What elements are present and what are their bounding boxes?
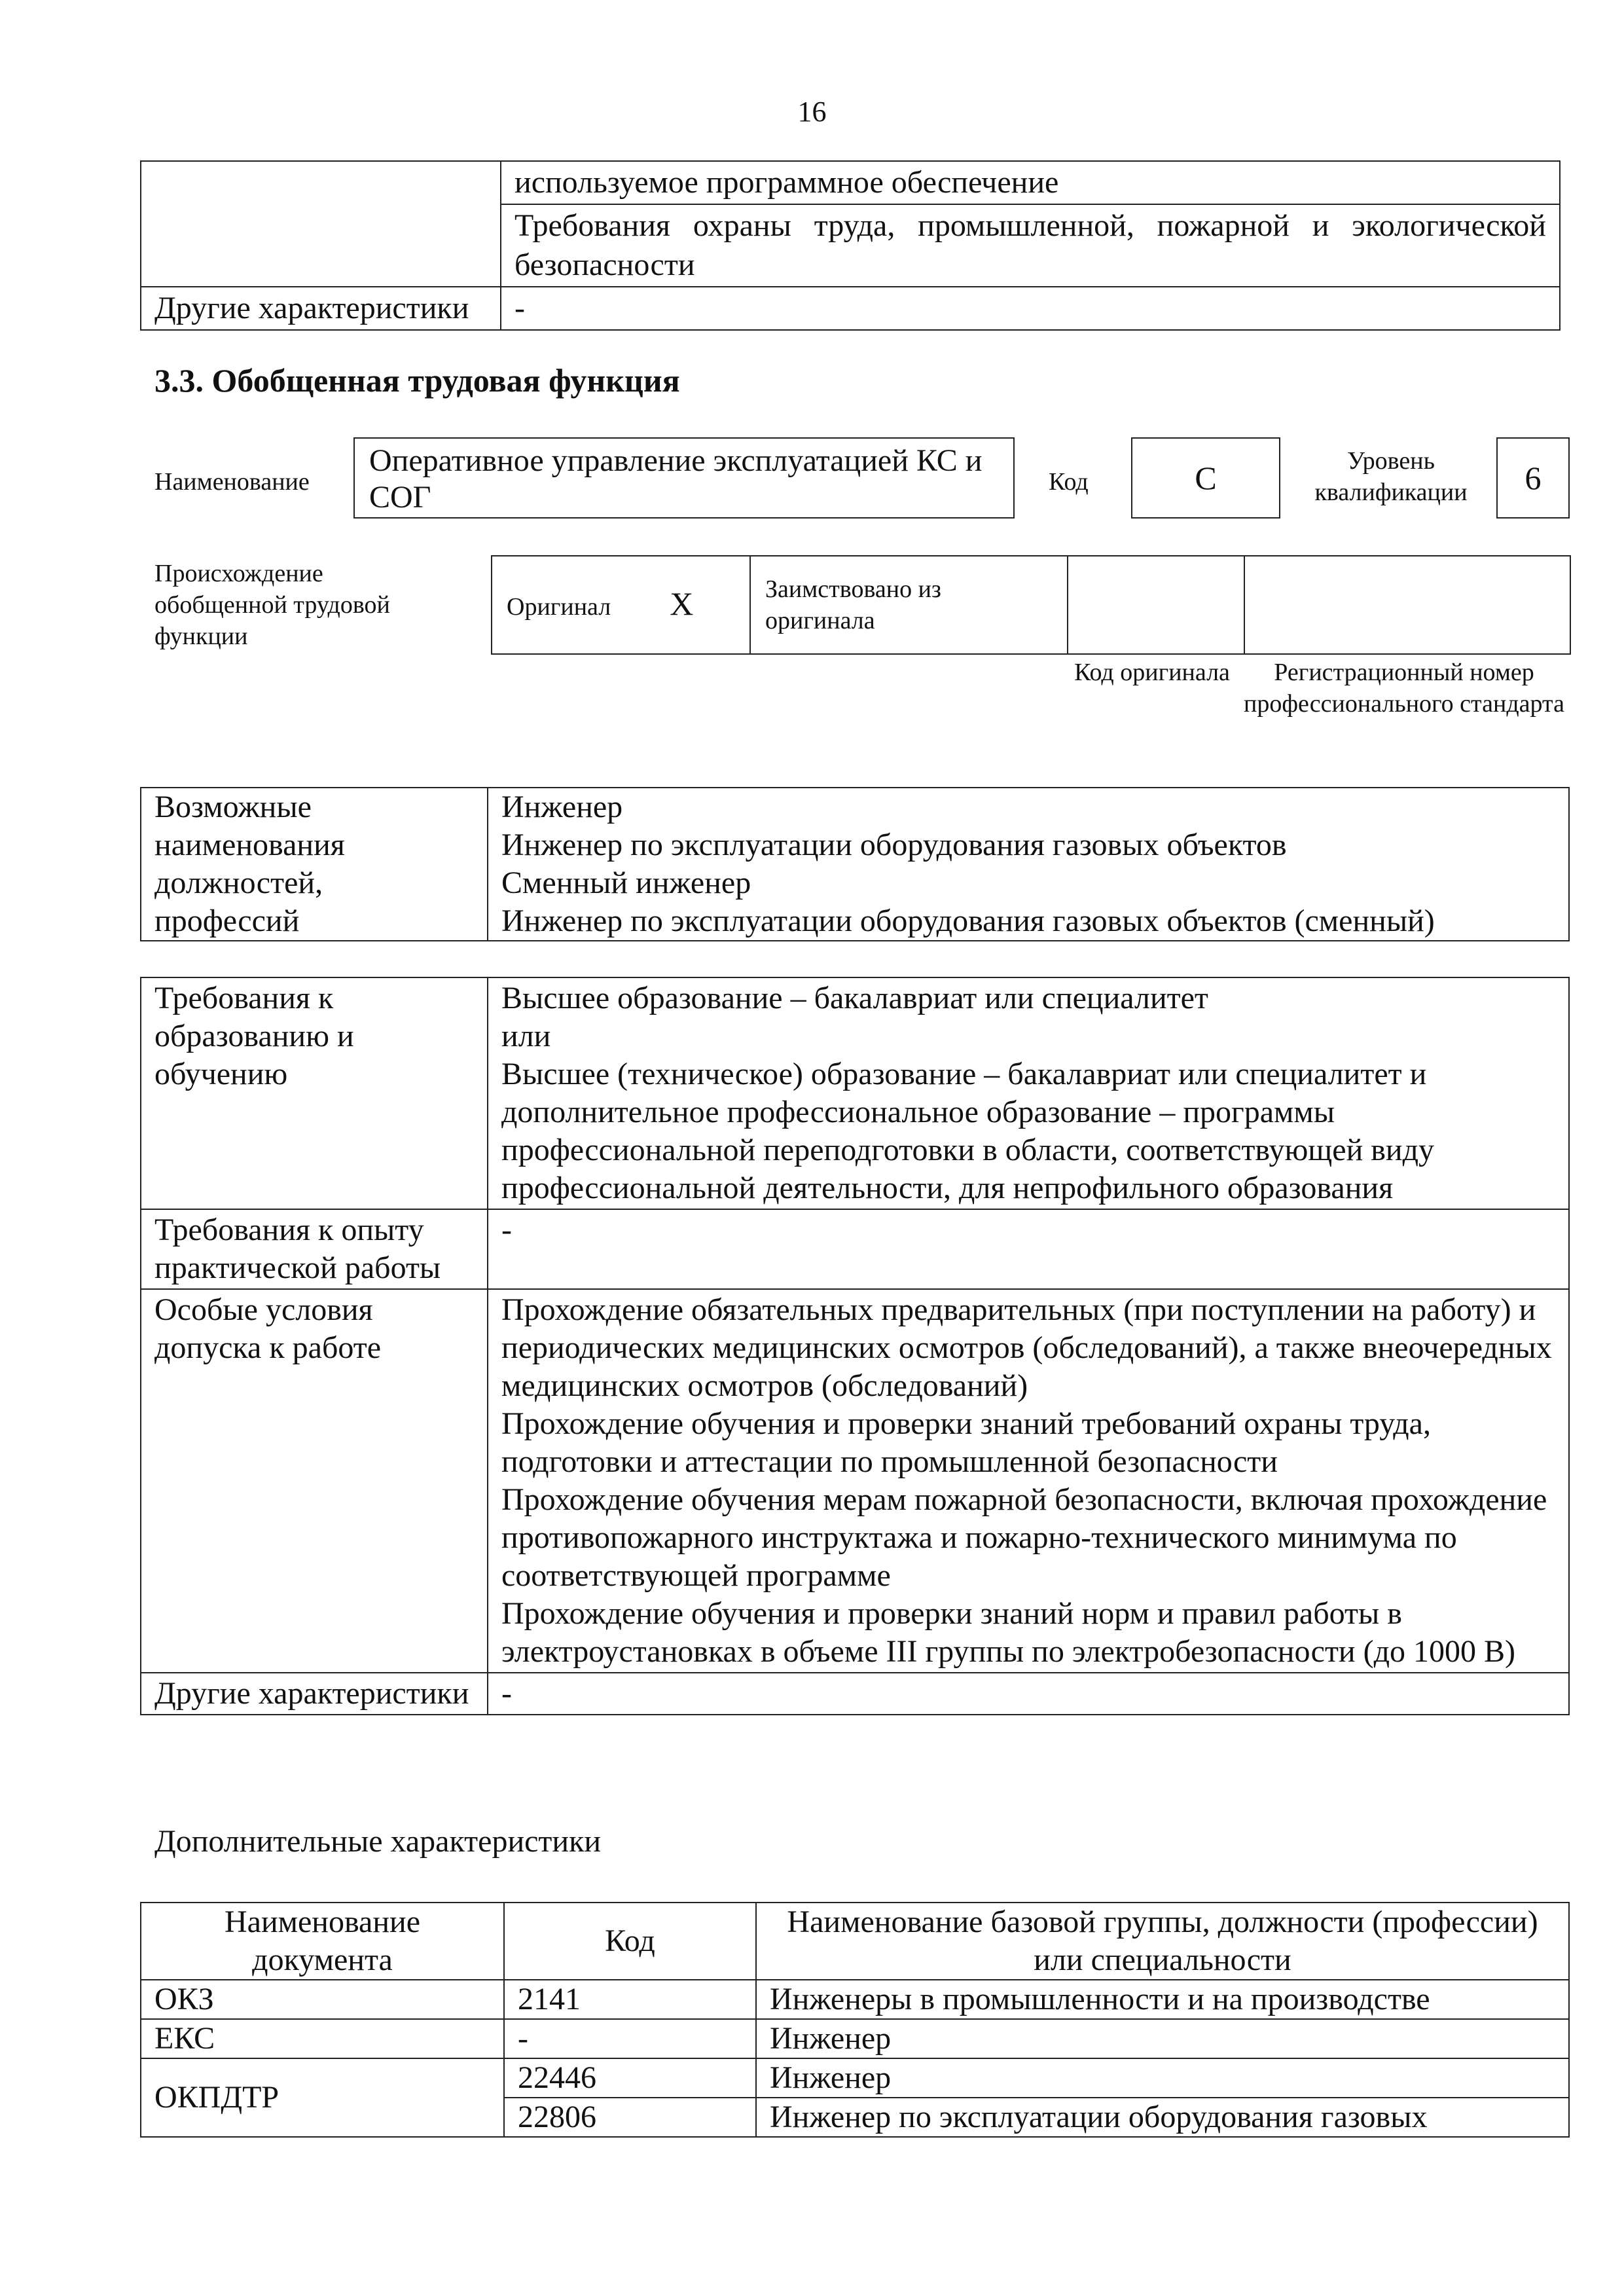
table-row <box>141 1980 1569 2019</box>
table-cell: используемое программное обеспечение <box>501 161 1560 204</box>
name-cell: Инженер по эксплуатации оборудования газовых <box>756 2098 1569 2137</box>
table-row <box>141 977 1569 1209</box>
origin-code-cell <box>1068 556 1244 654</box>
doc-cell: ОКЗ <box>141 1980 504 2019</box>
positions-label: Возможные наименования должностей, профессий <box>141 788 488 941</box>
text-line: Прохождение обучения мерам пожарной безопасности, включая прохождение противопожарного инструктажа и пожарно-технического минимума по соответствующей программе <box>501 1482 1547 1593</box>
text-line: Высшее образование – бакалавриат или специалитет <box>501 981 1208 1015</box>
requirement-value <box>488 977 1569 1209</box>
positions-list <box>488 788 1569 941</box>
text-line: Прохождение обучения и проверки знаний требований охраны труда, подготовки и аттестации по промышленной безопасности <box>501 1406 1431 1479</box>
requirement-label: Требования к образованию и обучению <box>141 977 488 1209</box>
additional-title: Дополнительные характеристики <box>154 1824 602 1859</box>
name-cell: Инженеры в промышленности и на производстве <box>756 1980 1569 2019</box>
text-line: Прохождение обязательных предварительных (при поступлении на работу) и периодических медицинских осмотров (обследований), а также внеочередных медицинских осмотров (обследований) <box>501 1292 1552 1403</box>
origin-label: Происхождение обобщенной трудовой функции <box>154 560 390 650</box>
table-row <box>141 1209 1569 1289</box>
table-header-row <box>141 1903 1569 1980</box>
list-item: Инженер <box>501 790 623 824</box>
level-value: 6 <box>1496 437 1570 519</box>
list-item: Сменный инженер <box>501 866 751 900</box>
requirement-label: Особые условия допуска к работе <box>141 1289 488 1673</box>
additional-table <box>140 1902 1570 2138</box>
name-cell: Инженер <box>756 2058 1569 2098</box>
table-row <box>141 1289 1569 1673</box>
origin-borrowed-cell: Заимствовано из оригинала <box>750 556 1068 654</box>
caption-original-code: Код оригинала <box>1074 659 1230 686</box>
code-label: Код <box>1049 468 1089 496</box>
level-label: Уровень квалификации <box>1314 447 1468 506</box>
positions-table <box>140 787 1570 941</box>
table-cell-label: Другие характеристики <box>141 287 501 330</box>
table-cell: - <box>501 287 1560 330</box>
doc-cell: ЕКС <box>141 2019 504 2058</box>
page-number: 16 <box>797 96 827 128</box>
column-header: Наименование документа <box>141 1903 504 1980</box>
code-cell: 22446 <box>504 2058 756 2098</box>
section-title: 3.3. Обобщенная трудовая функция <box>154 362 680 399</box>
text-line: или <box>501 1019 551 1053</box>
requirement-value <box>488 1289 1569 1673</box>
text-line: Прохождение обучения и проверки знаний норм и правил работы в электроустановках в объеме III группы по электробезопасности (до 1000 В) <box>501 1596 1516 1669</box>
empty-cell <box>141 161 501 287</box>
text-line: - <box>501 1212 512 1247</box>
column-header: Наименование базовой группы, должности (профессии) или специальности <box>756 1903 1569 1980</box>
code-value: С <box>1131 437 1280 519</box>
origin-table <box>491 555 1571 655</box>
table-row <box>141 2019 1569 2058</box>
code-cell: 22806 <box>504 2098 756 2137</box>
name-cell: Инженер <box>756 2019 1569 2058</box>
caption-registration-number: Регистрационный номер профессионального стандарта <box>1244 659 1564 718</box>
table-cell: Требования охраны труда, промышленной, пожарной и экологической безопасности <box>501 204 1560 287</box>
code-cell: - <box>504 2019 756 2058</box>
list-item: Инженер по эксплуатации оборудования газовых объектов (сменный) <box>501 903 1435 938</box>
doc-cell: ОКПДТР <box>141 2058 504 2137</box>
continuation-table <box>140 160 1561 331</box>
requirement-value <box>488 1209 1569 1289</box>
code-cell: 2141 <box>504 1980 756 2019</box>
name-label: Наименование <box>154 468 310 496</box>
origin-original-cell <box>492 556 750 654</box>
original-mark: X <box>670 585 694 622</box>
list-item: Инженер по эксплуатации оборудования газовых объектов <box>501 828 1287 862</box>
original-label: Оригинал <box>507 592 611 621</box>
column-header: Код <box>504 1903 756 1980</box>
requirement-label: Требования к опыту практической работы <box>141 1209 488 1289</box>
text-line: Высшее (техническое) образование – бакалавриат или специалитет и дополнительное профессиональное образование – программы профессиональной переподготовки в области, соответствующей виду профессиональной деятельности, для непрофильного образования <box>501 1057 1435 1205</box>
requirements-table <box>140 977 1570 1715</box>
name-value: Оперативное управление эксплуатацией КС и СОГ <box>353 437 1015 519</box>
text-line: - <box>501 1676 512 1711</box>
table-row <box>141 1673 1569 1715</box>
requirement-label: Другие характеристики <box>141 1673 488 1715</box>
table-row <box>141 2058 1569 2098</box>
origin-reg-cell <box>1244 556 1570 654</box>
requirement-value <box>488 1673 1569 1715</box>
